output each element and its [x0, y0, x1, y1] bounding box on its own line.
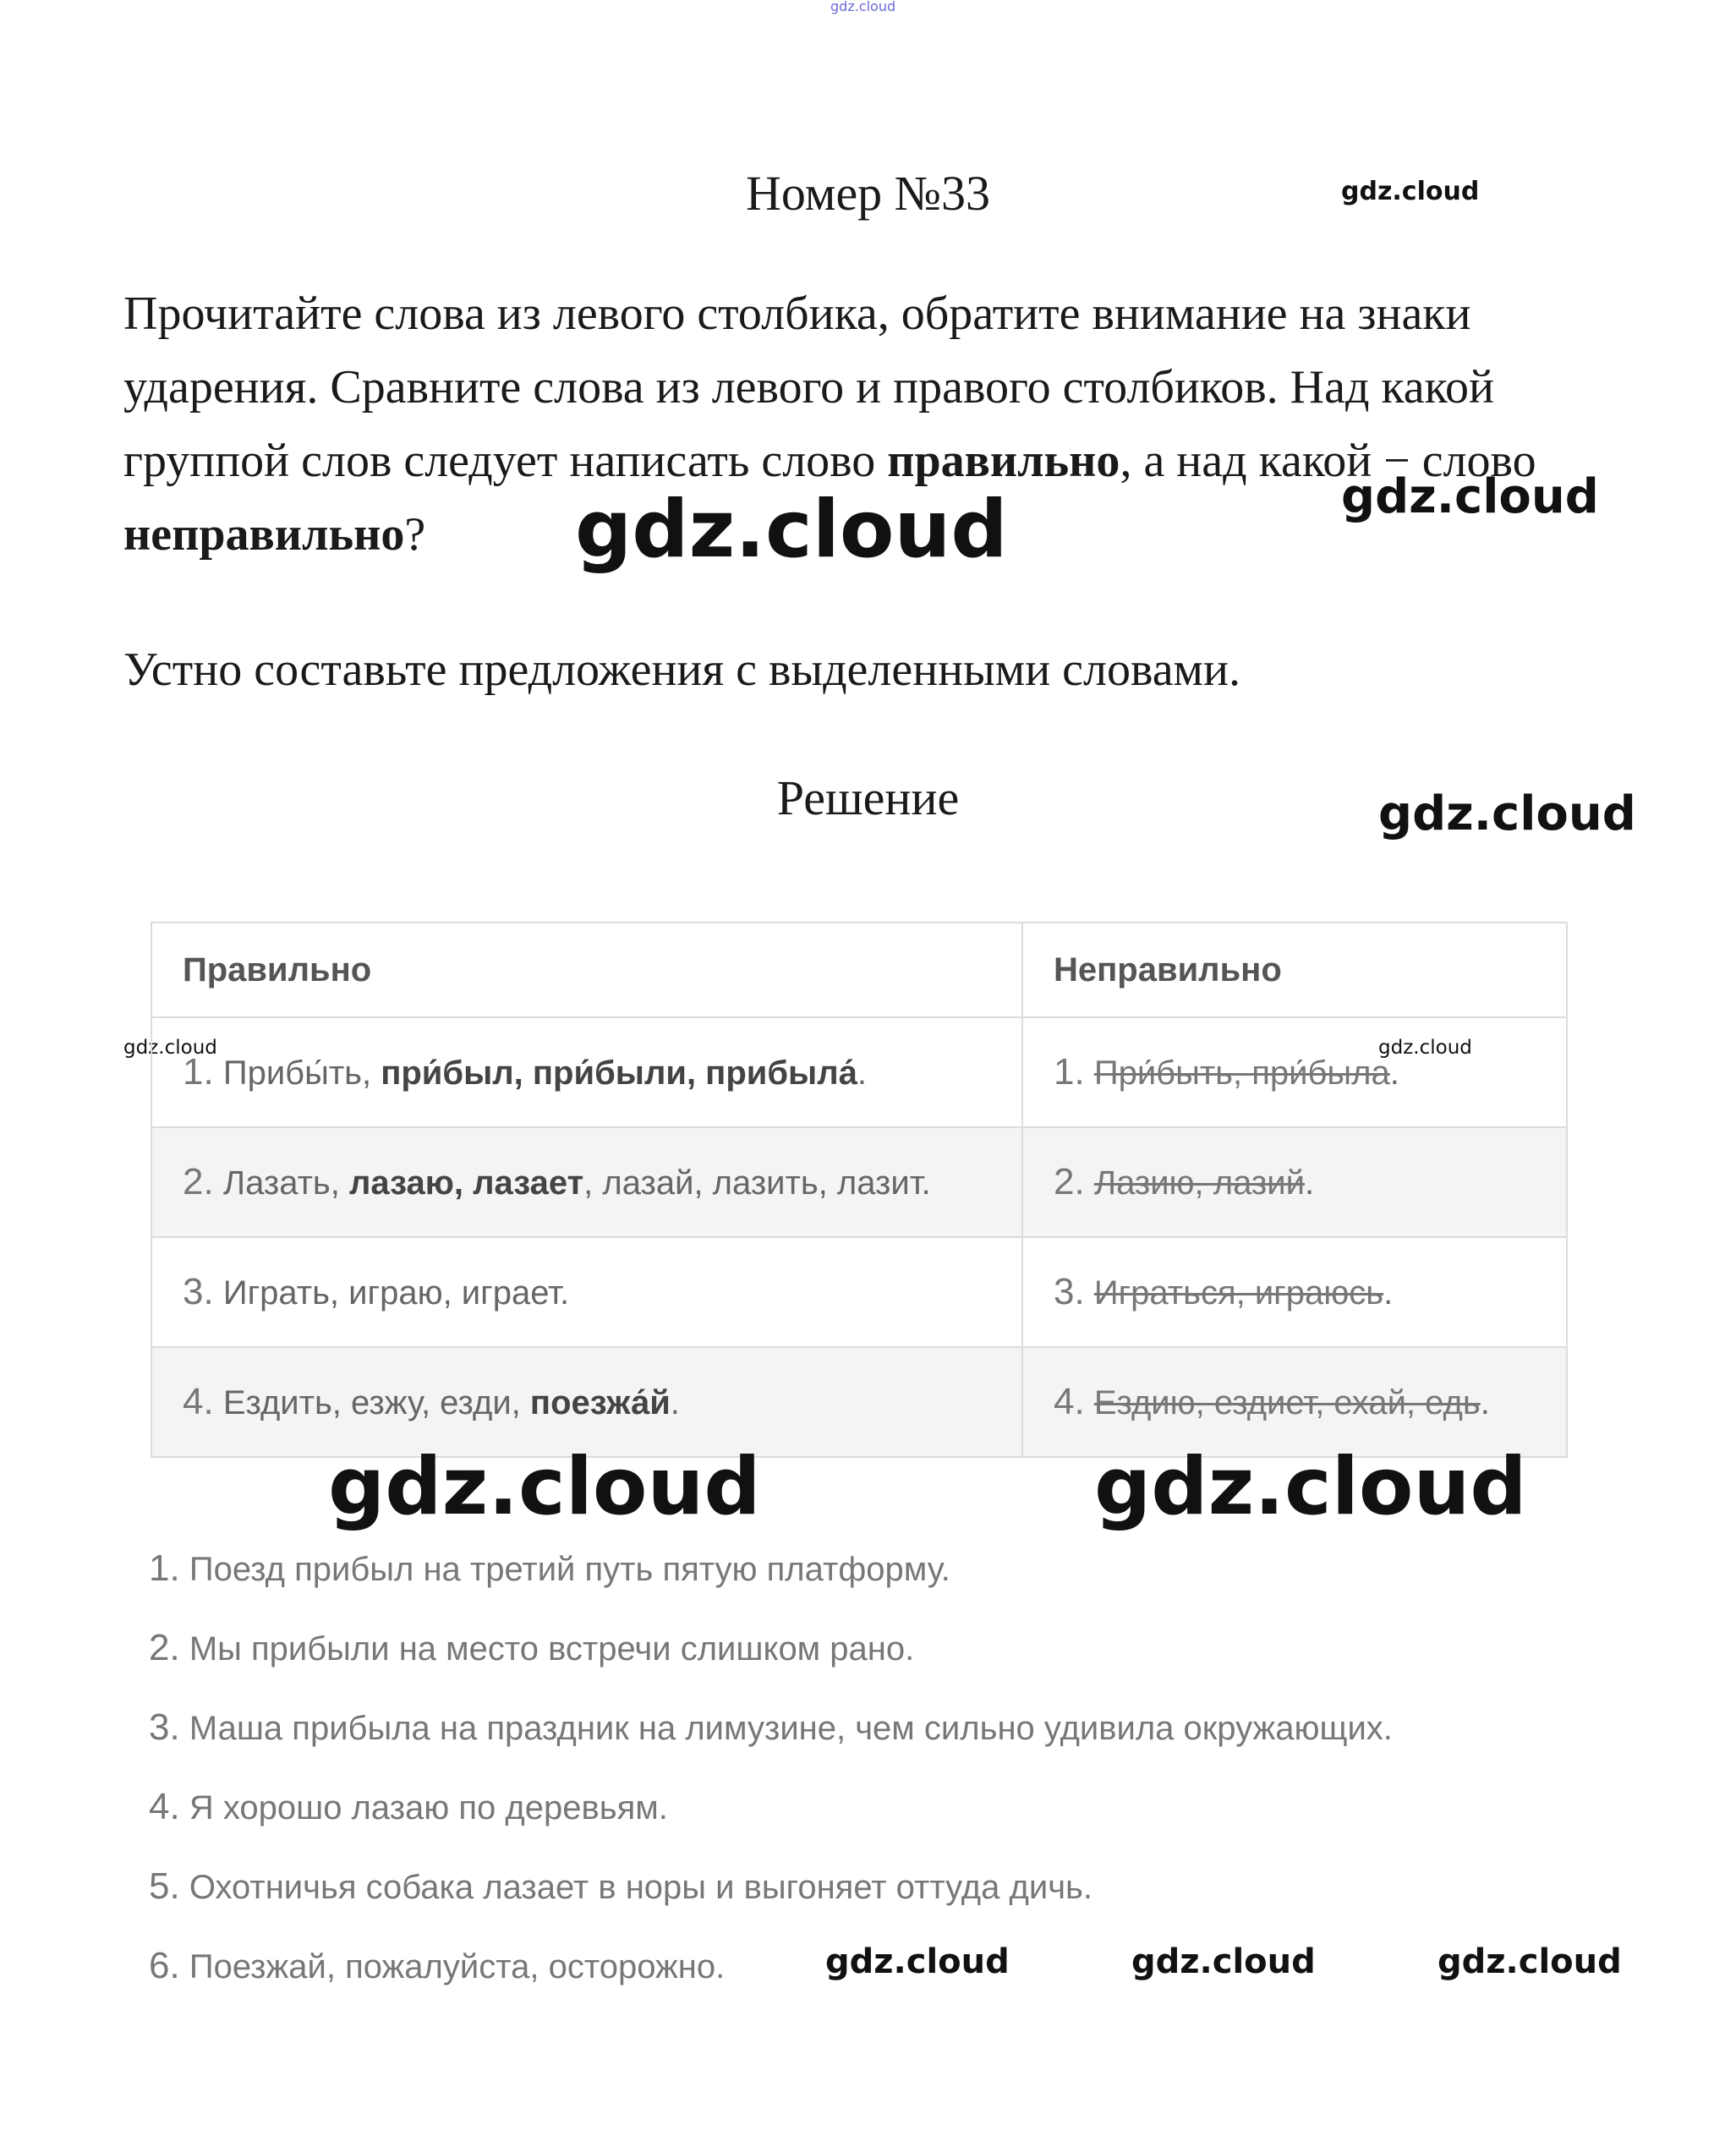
- row-number: 4.: [183, 1381, 214, 1422]
- correct-cell: [151, 1127, 1022, 1237]
- oral-task-text: Устно составьте предложения с выделенными словами.: [123, 644, 1240, 696]
- watermark: gdz.cloud: [1378, 786, 1636, 841]
- cell-text: Прибы́ть,: [213, 1054, 381, 1092]
- item-text: Поезжай, пожалуйста, осторожно.: [179, 1948, 726, 1985]
- task-part: , а над какой − слово: [1120, 435, 1536, 487]
- item-number: 2.: [149, 1627, 180, 1668]
- watermark: gdz.cloud: [575, 484, 1008, 576]
- cell-text: .: [1304, 1164, 1315, 1202]
- row-number: 1.: [183, 1051, 214, 1093]
- item-number: 5.: [149, 1865, 180, 1907]
- list-item: [149, 1782, 1393, 1861]
- table-row: [151, 1127, 1567, 1237]
- cell-bold-text: лазаю, лазает: [348, 1164, 584, 1202]
- item-text: Я хорошо лазаю по деревьям.: [179, 1789, 668, 1827]
- struck-text: Ездию, ездиет, ехай, едь: [1093, 1384, 1481, 1421]
- cell-text: Лазать,: [213, 1164, 349, 1202]
- row-number: 2.: [1054, 1161, 1085, 1202]
- watermark: gdz.cloud: [123, 1037, 217, 1059]
- item-number: 3.: [149, 1706, 180, 1748]
- header-incorrect: Неправильно: [1022, 923, 1567, 1017]
- item-number: 4.: [149, 1786, 180, 1827]
- cell-text: Играть, играю, играет.: [213, 1274, 570, 1312]
- item-text: Охотничья собака лазает в норы и выгоняет оттуда дичь.: [179, 1869, 1093, 1906]
- correct-cell: [151, 1017, 1022, 1127]
- list-item: [149, 1861, 1393, 1941]
- list-item: [149, 1702, 1393, 1782]
- task-bold-word: неправильно: [123, 508, 405, 561]
- watermark: gdz.cloud: [825, 1942, 1010, 1981]
- table-row: [151, 1017, 1567, 1127]
- correct-cell: [151, 1237, 1022, 1347]
- incorrect-cell: [1022, 1127, 1567, 1237]
- watermark: gdz.cloud: [1094, 1441, 1527, 1533]
- watermark: gdz.cloud: [1438, 1942, 1622, 1981]
- task-text: [123, 277, 1612, 576]
- cell-bold-text: при́был, при́были, прибыла́: [381, 1054, 857, 1092]
- row-number: 1.: [1054, 1051, 1085, 1093]
- list-item: [149, 1543, 1393, 1623]
- header-correct: Правильно: [151, 923, 1022, 1017]
- list-item: [149, 1623, 1393, 1702]
- row-number: 3.: [183, 1271, 214, 1312]
- table-header-row: [151, 923, 1567, 1017]
- item-number: 1.: [149, 1547, 180, 1589]
- cell-text: .: [1389, 1054, 1399, 1092]
- task-bold-word: правильно: [887, 435, 1120, 487]
- struck-text: При́быть, при́была: [1093, 1054, 1390, 1092]
- watermark-top: gdz.cloud: [830, 0, 896, 14]
- watermark: gdz.cloud: [1378, 1037, 1472, 1059]
- watermark: gdz.cloud: [1131, 1942, 1316, 1981]
- task-part: Прочитайте слова из левого столбика, обратите внимание на знаки ударения. Сравните слова из левого и правого столбиков. Над какой группой слов следует написать слово: [123, 288, 1494, 487]
- cell-text: .: [1383, 1274, 1394, 1312]
- task-part: ?: [404, 508, 426, 561]
- item-number: 6.: [149, 1945, 180, 1986]
- row-number: 4.: [1054, 1381, 1085, 1422]
- answer-table: [151, 922, 1568, 1458]
- row-number: 2.: [183, 1161, 214, 1202]
- cell-text: , лазай, лазить, лазит.: [583, 1164, 931, 1202]
- table-row: [151, 1237, 1567, 1347]
- row-number: 3.: [1054, 1271, 1085, 1312]
- cell-text: .: [1480, 1384, 1490, 1421]
- cell-bold-text: поезжа́й: [529, 1384, 671, 1421]
- incorrect-cell: [1022, 1017, 1567, 1127]
- watermark: gdz.cloud: [1341, 177, 1480, 206]
- page-title: Номер №33: [745, 166, 991, 221]
- cell-text: .: [670, 1384, 680, 1421]
- item-text: Маша прибыла на праздник на лимузине, чем сильно удивила окружающих.: [179, 1710, 1393, 1747]
- struck-text: Лазию, лазий: [1093, 1164, 1305, 1202]
- item-text: Мы прибыли на место встречи слишком рано.: [179, 1630, 915, 1668]
- cell-text: Ездить, езжу, езди,: [213, 1384, 530, 1421]
- struck-text: Играться, играюсь: [1093, 1274, 1384, 1312]
- watermark: gdz.cloud: [1341, 469, 1599, 524]
- watermark: gdz.cloud: [328, 1441, 761, 1533]
- cell-text: .: [857, 1054, 867, 1092]
- item-text: Поезд прибыл на третий путь пятую платформу.: [179, 1551, 950, 1588]
- solution-heading: Решение: [776, 770, 960, 825]
- incorrect-cell: [1022, 1237, 1567, 1347]
